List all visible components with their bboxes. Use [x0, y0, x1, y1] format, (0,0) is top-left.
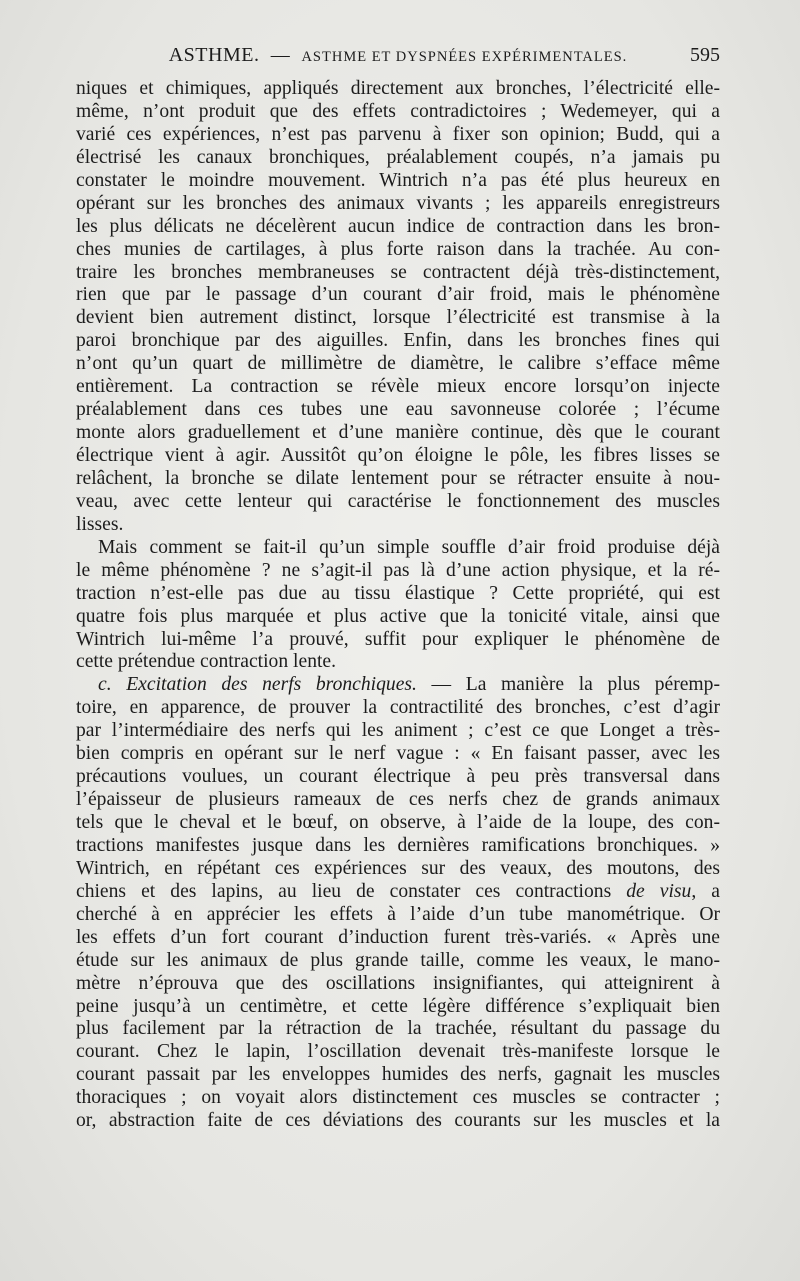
text-line: tractions manifestes jusque dans les dernières ramifications bronchiques. »	[76, 834, 720, 856]
text-line: rien que par le passage d’un courant d’air froid, mais le phénomène	[76, 284, 720, 306]
text-line: cherché à en apprécier les effets à l’aide d’un tube manométrique. Or	[76, 903, 720, 925]
text-line: paroi bronchique par des aiguilles. Enfin, dans les bronches fines qui	[76, 330, 720, 352]
text-line: or, abstraction faite de ces déviations des courants sur les muscles et la	[76, 1110, 720, 1132]
text-line: entièrement. La contraction se révèle mieux encore lorsqu’on injecte	[76, 376, 720, 398]
text-line: ches munies de cartilages, à plus forte raison dans la trachée. Au con-	[76, 238, 720, 260]
text-line: électrique vient à agir. Aussitôt qu’on éloigne le pôle, les fibres lisses se	[76, 445, 720, 466]
text-line: préalablement dans ces tubes une eau savonneuse colorée ; l’écume	[76, 399, 720, 421]
text-line: électrisé les canaux bronchiques, préalablement coupés, n’a jamais pu	[76, 146, 720, 168]
text-line: toire, en apparence, de prouver la contractilité des bronches, c’est d’agir	[76, 697, 720, 719]
text-line: étude sur les animaux de plus grande taille, comme les veaux, le mano-	[76, 949, 720, 971]
text-line: l’épaisseur de plusieurs rameaux de ces nerfs chez de grands animaux	[76, 789, 720, 811]
text-line: courant passait par les enveloppes humides des nerfs, gagnait les muscles	[76, 1064, 720, 1086]
text-line: monte alors graduellement et d’une manière continue, dès que le courant	[76, 422, 720, 444]
text-line: courant. Chez le lapin, l’oscillation devenait très-manifeste lorsque le	[76, 1041, 720, 1063]
text-line: n’ont qu’un quart de millimètre de diamètre, le calibre s’efface même	[76, 353, 720, 375]
text-fragment: , a	[691, 880, 720, 902]
running-header	[76, 44, 720, 70]
text-line: le même phénomène ? ne s’agit-il pas là d’une action physique, et la ré-	[76, 559, 720, 581]
text-line: précautions voulues, un courant électrique à peu près transversal dans	[76, 766, 720, 788]
text-line: même, n’ont produit que des effets contradictoires ; Wedemeyer, qui a	[76, 100, 720, 122]
text-line: les plus délicats ne décelèrent aucun indice de contraction dans les bron-	[76, 215, 720, 237]
text-fragment: chiens et des lapins, au lieu de constater ces contractions	[76, 880, 627, 902]
text-line: bien compris en opérant sur le nerf vague : « En faisant passer, avec les	[76, 743, 720, 765]
text-line: tels que le cheval et le bœuf, on observe, à l’aide de la loupe, des con-	[76, 812, 720, 833]
running-title-dash: —	[270, 45, 291, 66]
text-line: niques et chimiques, appliqués directement aux bronches, l’électricité elle-	[76, 78, 720, 99]
paragraph-end-line: lisses.	[76, 513, 124, 535]
text-line: thoraciques ; on voyait alors distinctement ces muscles se contracter ;	[76, 1087, 720, 1109]
text-line: devient bien autrement distinct, lorsque l’électricité est transmise à la	[76, 307, 720, 329]
text-line: plus facilement par la rétraction de la trachée, résultant du passage du	[76, 1018, 720, 1040]
text-line-with-italic	[76, 881, 720, 904]
text-line: veau, avec cette lenteur qui caractérise le fonctionnement des muscles	[76, 490, 720, 512]
paragraph-start-line: Mais comment se fait-il qu’un simple souffle d’air froid produise déjà	[98, 536, 720, 558]
text-line: Wintrich lui-même l’a prouvé, suffit pour expliquer le phénomène de	[76, 628, 720, 650]
text-line: varié ces expériences, n’est pas parvenu à fixer son opinion; Budd, qui a	[76, 123, 720, 145]
text-line: par l’intermédiaire des nerfs qui les animent ; c’est ce que Longet a très-	[76, 720, 720, 742]
text-line: opérant sur les bronches des animaux vivants ; les appareils enregistreurs	[76, 192, 720, 214]
text-line: relâchent, la bronche se dilate lentement pour se rétracter ensuite à nou-	[76, 467, 720, 489]
section-heading-line	[76, 674, 720, 697]
running-title	[76, 44, 720, 67]
text-line: mètre n’éprouva que des oscillations insignifiantes, qui atteignirent à	[76, 972, 720, 994]
section-heading-rest: — La manière la plus péremp-	[416, 674, 720, 696]
paragraph-end-line: cette prétendue contraction lente.	[76, 651, 337, 673]
text-line: les effets d’un fort courant d’induction furent très-variés. « Après une	[76, 926, 720, 948]
text-line: traction n’est-elle pas due au tissu élastique ? Cette propriété, qui est	[76, 582, 720, 604]
running-title-main: ASTHME.	[168, 44, 260, 66]
text-line: Wintrich, en répétant ces expériences sur des veaux, des moutons, des	[76, 857, 720, 879]
section-title: Excitation des nerfs bronchiques.	[126, 674, 417, 696]
italic-term: de visu	[626, 880, 692, 902]
text-line: traire les bronches membraneuses se contractent déjà très-distinctement,	[76, 261, 720, 283]
text-line: peine jusqu’à un centimètre, et cette légère différence s’expliquait bien	[76, 995, 720, 1017]
page-number: 595	[690, 44, 720, 66]
text-body	[76, 78, 720, 1133]
section-label: c.	[98, 674, 112, 696]
text-line: constater le moindre mouvement. Wintrich n’a pas été plus heureux en	[76, 169, 720, 191]
running-title-sub: ASTHME ET DYSPNÉES EXPÉRIMENTALES.	[301, 49, 628, 65]
text-line: quatre fois plus marquée et plus active que la tonicité vitale, ainsi que	[76, 605, 720, 627]
